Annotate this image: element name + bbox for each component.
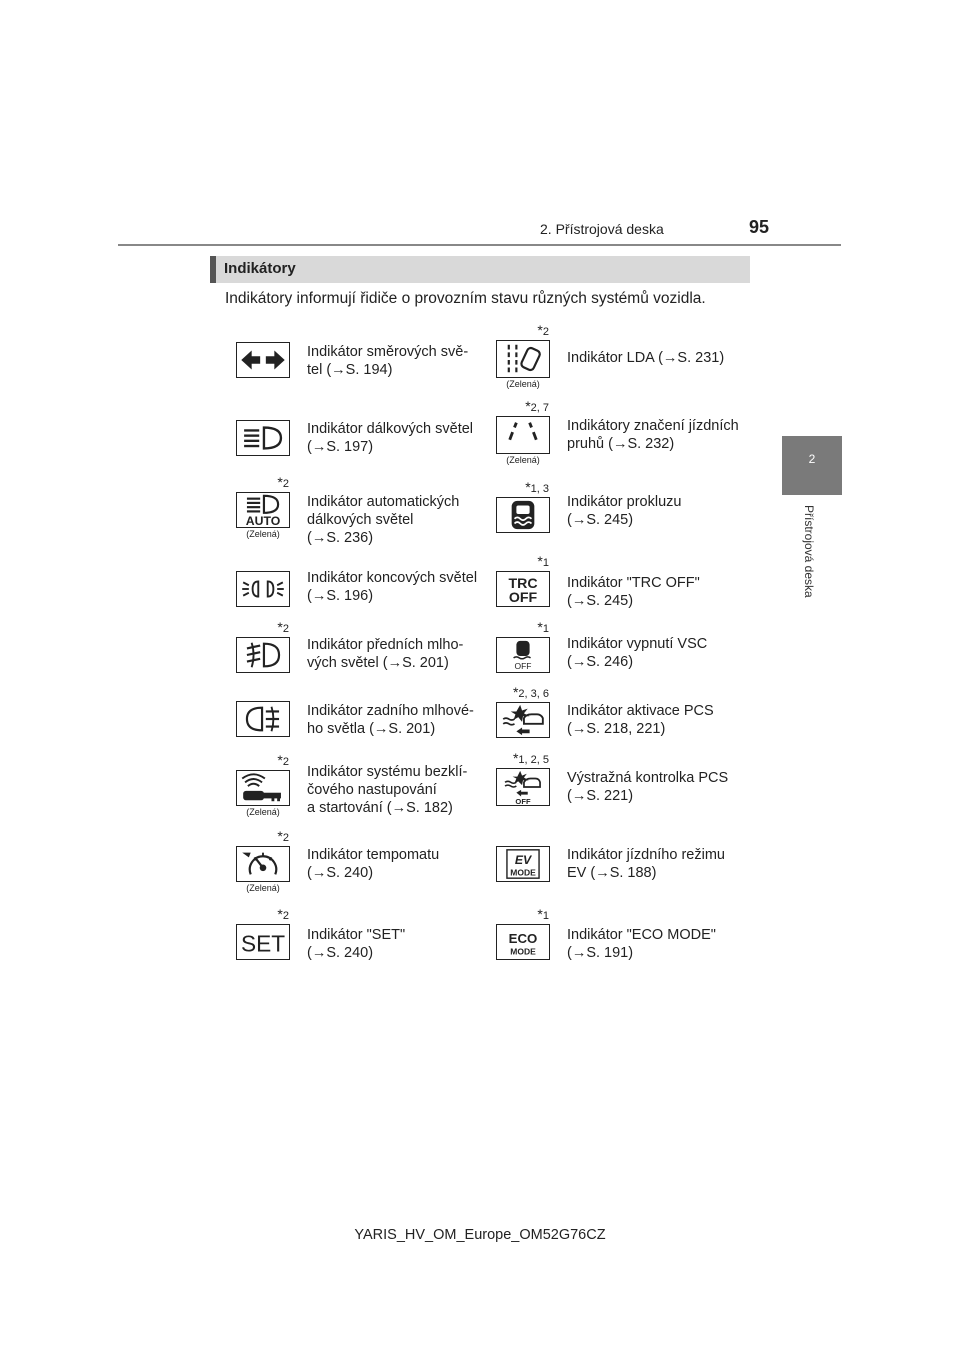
description-line: Indikátor LDA (→S. 231) [567,350,725,366]
description-line: (→S. 245) [567,512,634,528]
description-line: Indikátor dálkových světel [307,421,474,437]
pcs-active-icon [496,702,550,738]
trc-off-label: OFF [508,590,538,606]
turn-signal-icon [236,342,290,378]
footnote-marker: *2 [537,322,549,338]
set-icon [236,924,290,960]
description-line: pruhů (→S. 232) [567,436,675,452]
description-line: Indikátor zadního mlhové- [307,703,474,719]
description-line: (→S. 246) [567,654,634,670]
indicator-color-label: (Zelená) [246,883,280,893]
footnote-marker: *1 [537,619,549,635]
chapter-tab-label: Přístrojová deska [802,505,816,598]
description-line: Indikátor "ECO MODE" [567,927,716,943]
section-title: Indikátory [224,260,296,277]
description-line: a startování (→S. 182) [307,800,453,816]
description-line: Indikátor jízdního režimu [567,847,725,863]
description-line: dálkových světel [307,512,414,528]
description-line: (→S. 196) [307,588,374,604]
footnote-marker: *2 [277,474,289,490]
ev-label: EV [514,853,532,867]
description-line: Indikátor vypnutí VSC [567,636,708,652]
vsc-off-icon [496,637,550,673]
footnote-marker: *2 [277,619,289,635]
header-section-title: 2. Přístrojová deska [540,221,664,237]
description-line: vých světel (→S. 201) [307,655,449,671]
description-line: Indikátor aktivace PCS [567,703,714,719]
description-line: (→S. 240) [307,865,374,881]
footnote-marker: *1 [537,906,549,922]
description-line: Indikátor koncových světel [307,570,478,586]
indicator-description [307,343,492,379]
document-code: YARIS_HV_OM_Europe_OM52G76CZ [354,1227,606,1243]
description-line: (→S. 245) [567,593,634,609]
footnote-marker: *2 [277,906,289,922]
description-line: (→S. 240) [307,945,374,961]
description-line: Indikátor "TRC OFF" [567,575,700,591]
indicator-description [567,769,752,805]
ev-mode-label: MODE [510,867,536,878]
indicator-description [307,846,492,882]
eco-mode-label: MODE [510,946,536,957]
trc-label: TRC [508,576,538,593]
slip-indicator-icon [496,497,550,533]
description-line: Indikátor tempomatu [307,847,440,863]
front-fog-light-icon [236,637,290,673]
auto-high-beam-icon [236,492,290,528]
description-line: Indikátor směrových svě- [307,344,469,360]
description-line: Indikátor předních mlho- [307,637,464,653]
indicator-description [307,702,492,738]
page-number: 95 [749,217,770,237]
footnote-marker: *2, 3, 6 [512,684,549,700]
lane-marking-icon [496,416,550,454]
pcs-off-label: OFF [515,797,531,805]
description-line: čového nastupování [307,782,437,798]
indicator-color-label: (Zelená) [506,455,540,465]
auto-label: AUTO [245,514,281,527]
footnote-marker: *2 [277,752,289,768]
section-intro: Indikátory informují řidiče o provozním stavu různých systémů vozidla. [225,290,706,307]
indicator-description [567,702,752,738]
indicator-color-label: (Zelená) [506,379,540,389]
indicator-color-label: (Zelená) [246,807,280,817]
vsc-off-label: OFF [514,661,532,672]
rear-fog-light-icon [236,701,290,737]
eco-mode-icon [496,924,550,960]
set-label: SET [240,930,286,957]
pcs-warning-icon [496,768,550,806]
ev-mode-icon [496,846,550,882]
indicator-color-label: (Zelená) [246,529,280,539]
indicator-description [307,763,492,817]
lda-icon [496,340,550,378]
footnote-marker: *2 [277,828,289,844]
description-line: tel (→S. 194) [307,362,393,378]
cruise-control-icon [236,846,290,882]
description-line: Indikátor systému bezklí- [307,764,468,780]
indicator-description [567,846,752,882]
description-line: Indikátor "SET" [307,927,406,943]
indicator-description [307,493,492,547]
chapter-tab-number: 2 [808,452,816,466]
trc-off-icon [496,571,550,607]
indicator-description [567,417,752,453]
indicator-description [567,349,752,367]
indicator-description [307,636,492,672]
description-line: (→S. 221) [567,788,634,804]
indicator-description [567,635,752,671]
description-line: Indikátor automatických [307,494,460,510]
footnote-marker: *2, 7 [525,398,549,414]
description-line: (→S. 191) [567,945,634,961]
description-line: Indikátory značení jízdních [567,418,739,434]
indicator-description [567,926,752,962]
description-line: (→S. 218, 221) [567,721,666,737]
description-line: (→S. 236) [307,530,374,546]
description-line: EV (→S. 188) [567,865,657,881]
footnote-marker: *1, 2, 5 [512,750,549,766]
eco-label: ECO [508,930,538,946]
description-line: ho světla (→S. 201) [307,721,436,737]
tail-light-icon [236,571,290,607]
description-line: (→S. 197) [307,439,374,455]
indicator-description [567,493,752,529]
indicator-description [307,420,492,456]
description-line: Výstražná kontrolka PCS [567,770,729,786]
indicator-description [567,574,752,610]
footnote-marker: *1, 3 [525,479,549,495]
indicator-description [307,926,492,962]
footnote-marker: *1 [537,553,549,569]
high-beam-icon [236,420,290,456]
header-rule [118,244,841,246]
smart-key-icon [236,770,290,806]
indicator-description [307,569,492,605]
description-line: Indikátor prokluzu [567,494,682,510]
